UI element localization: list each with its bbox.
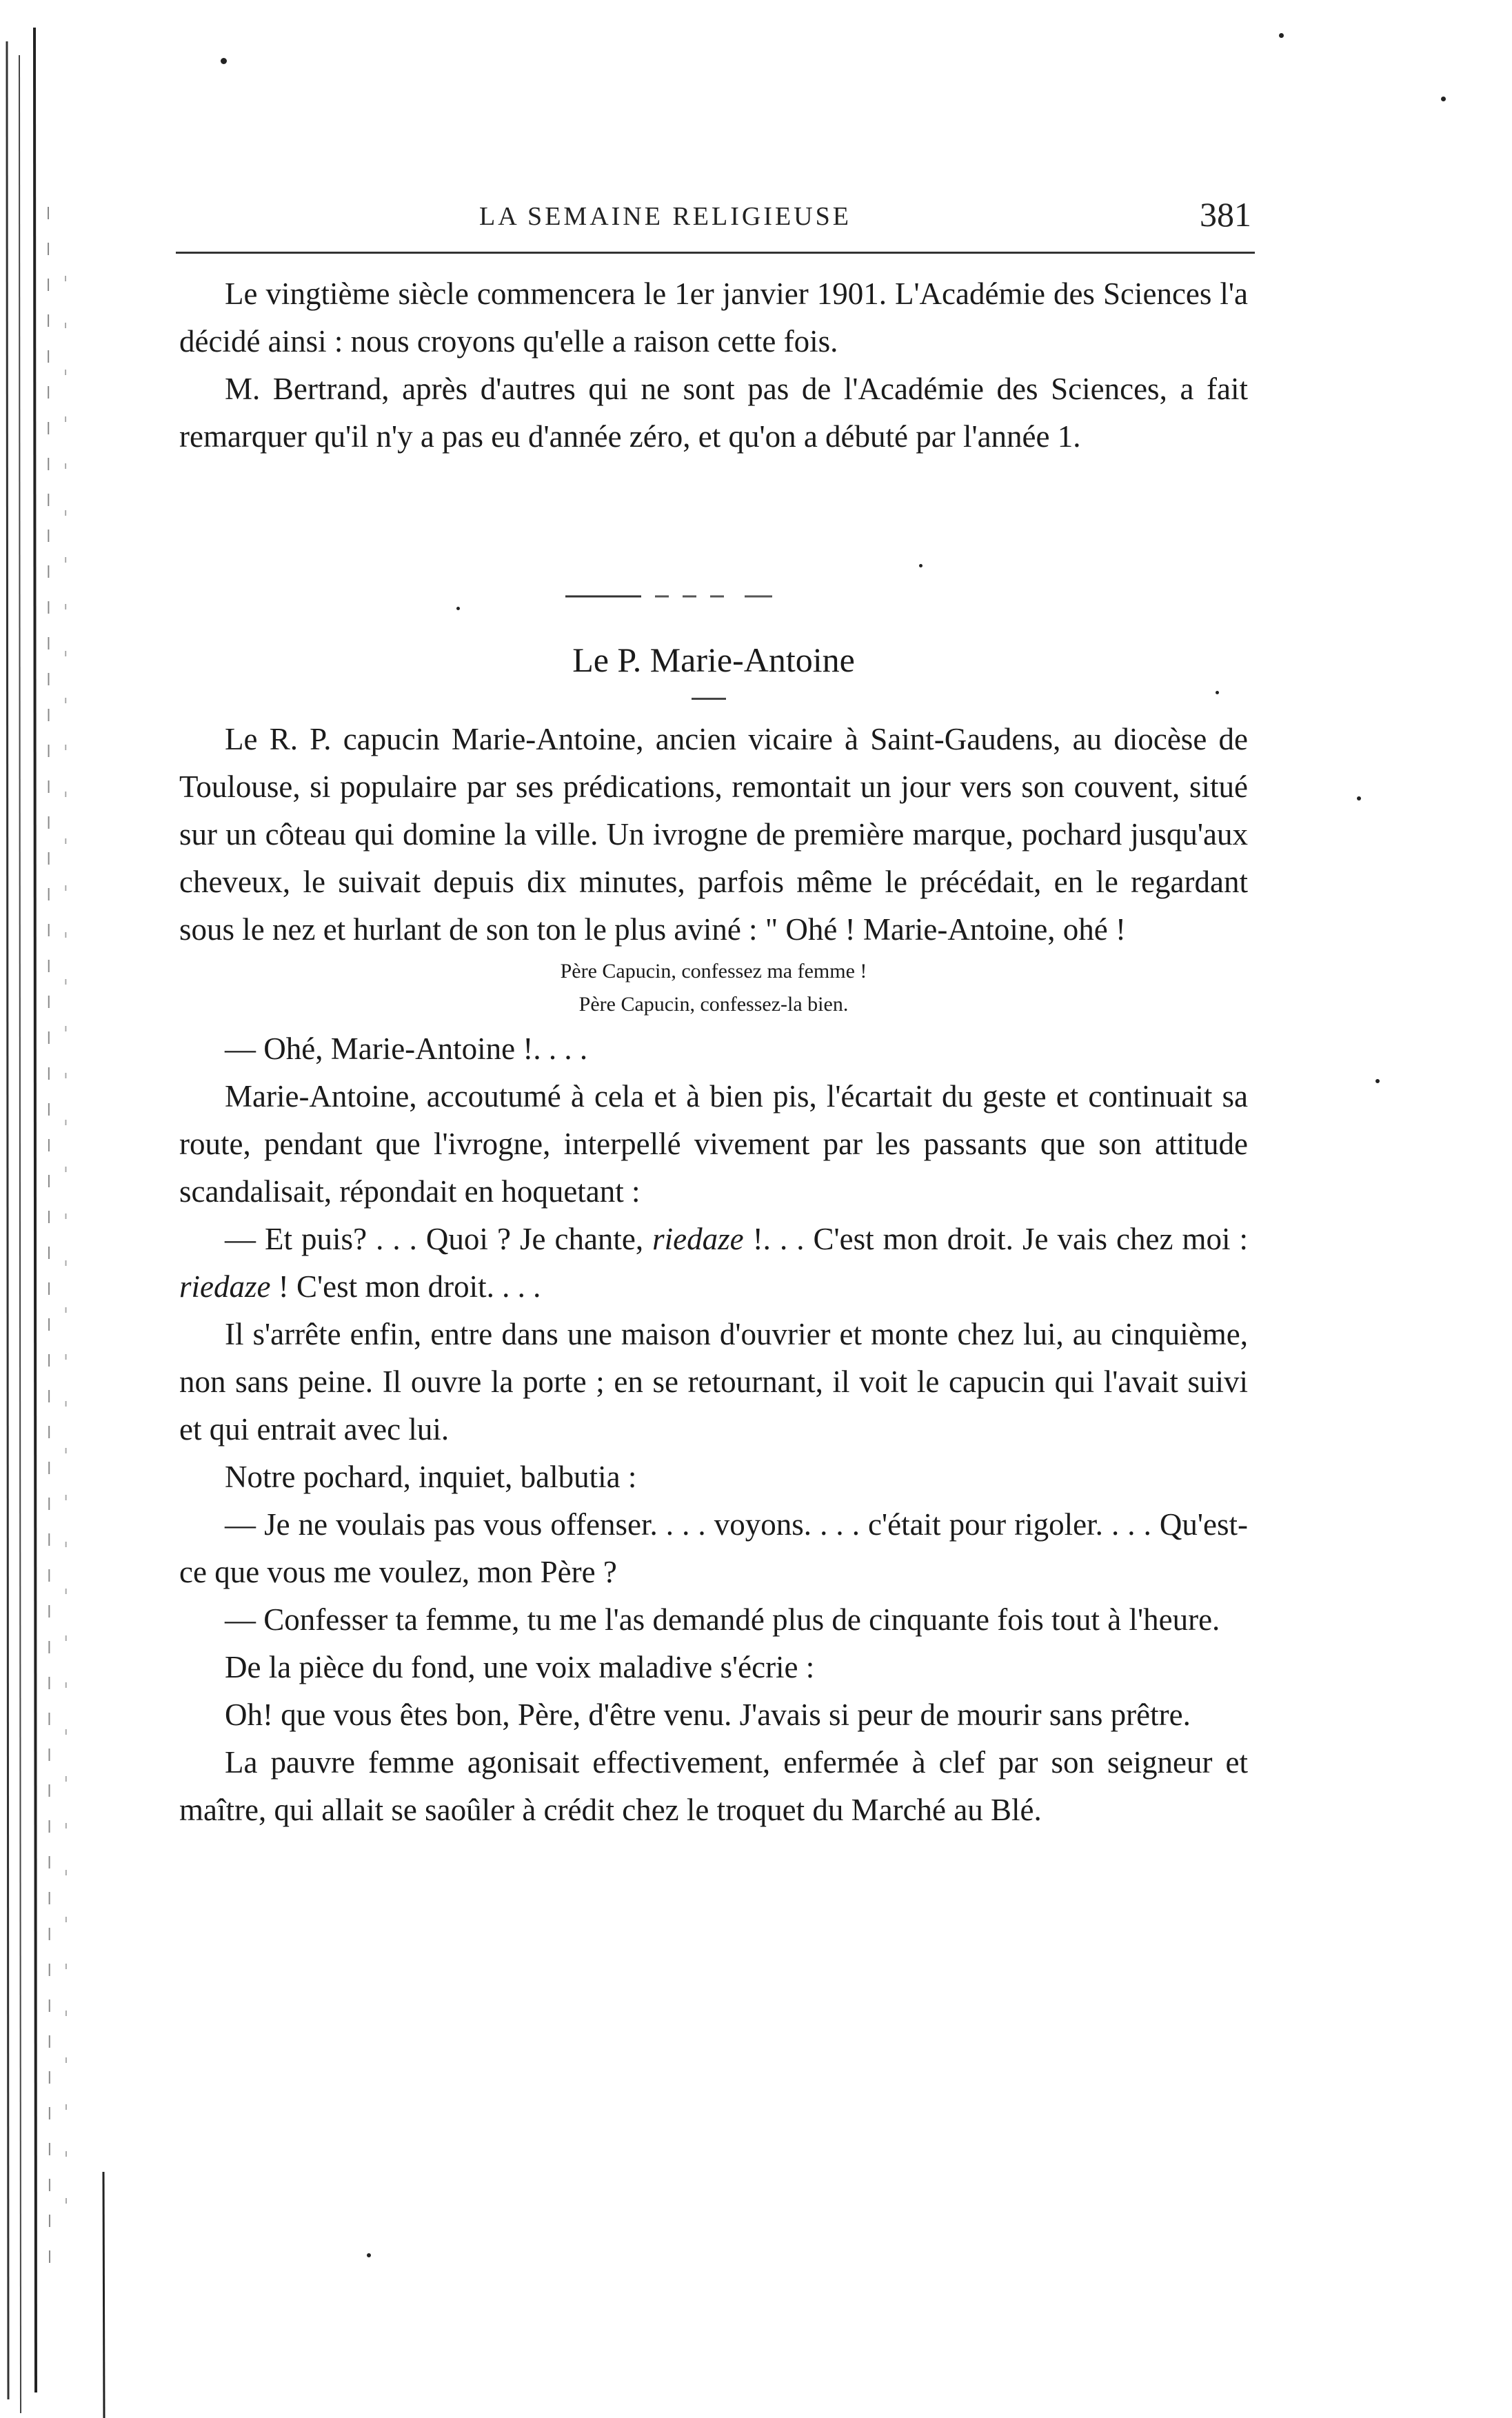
scan-speck	[1216, 691, 1219, 694]
section-separator	[441, 593, 869, 600]
verse-line: Père Capucin, confessez-la bien.	[578, 993, 849, 1016]
running-header	[176, 194, 1251, 243]
intro-paragraph: Le vingtième siècle commencera le 1er janvier 1901. L'Académie des Sciences l'a décidé ainsi : nous croyons qu'elle a raison cette fois.	[179, 276, 1248, 359]
story-paragraph: — Je ne voulais pas vous offenser. . . . voyons. . . . c'était pour rigoler. . . . Qu'est-ce que vous me voulez, mon Père ?	[179, 1507, 1248, 1589]
intro-paragraph: M. Bertrand, après d'autres qui ne sont pas de l'Académie des Sciences, a fait remarquer qu'il n'y a pas eu d'année zéro, et qu'on a débuté par l'année 1.	[179, 372, 1248, 454]
verse-line: Père Capucin, confessez ma femme !	[560, 960, 867, 983]
story-paragraph: — Confesser ta femme, tu me l'as demandé plus de cinquante fois tout à l'heure.	[225, 1602, 1220, 1637]
scan-speck	[221, 58, 227, 64]
dialogue-text: ! C'est mon droit. . . .	[270, 1269, 541, 1304]
story-paragraph: Marie-Antoine, accoutumé à cela et à bien pis, l'écartait du geste et continuait sa route, pendant que l'ivrogne, interpellé vivement par les passants que son attitude scandalisait, répondait en hoquetant :	[179, 1079, 1248, 1209]
story-paragraph: Le R. P. capucin Marie-Antoine, ancien vicaire à Saint-Gaudens, au diocèse de Toulouse, si populaire par ses prédications, remontait un jour vers son couvent, situé sur un côteau qui domine la ville. Un ivrogne de première marque, pochard jusqu'aux cheveux, le suivait depuis dix minutes, parfois même le précédait, en le regardant sous le nez et hurlant de son ton le plus aviné : " Ohé ! Marie-Antoine, ohé !	[179, 722, 1248, 947]
scan-speck	[1375, 1079, 1380, 1083]
scan-speck	[456, 607, 460, 610]
dialogue-italic: riedaze	[179, 1269, 271, 1304]
story-paragraph: Notre pochard, inquiet, balbutia :	[225, 1460, 637, 1494]
scan-speck	[1441, 97, 1446, 101]
intro-text	[179, 270, 1248, 461]
dialogue-text: — Et puis? . . . Quoi ? Je chante,	[225, 1222, 653, 1256]
header-rule	[176, 252, 1255, 254]
dialogue-italic: riedaze	[652, 1222, 744, 1256]
story-paragraph: — Ohé, Marie-Antoine !. . . .	[225, 1031, 588, 1066]
story-paragraph: De la pièce du fond, une voix maladive s'écrie :	[225, 1650, 815, 1684]
section-title: Le P. Marie-Antoine	[572, 641, 855, 679]
scan-speck	[1357, 796, 1361, 800]
story-paragraph	[179, 1216, 1248, 1311]
running-title: LA SEMAINE RELIGIEUSE	[479, 202, 851, 231]
song-verse	[179, 955, 1248, 1021]
story-paragraph: La pauvre femme agonisait effectivement, enfermée à clef par son seigneur et maître, qui allait se saoûler à crédit chez le troquet du Marché au Blé.	[179, 1745, 1248, 1827]
scan-speck	[919, 564, 923, 567]
title-dash	[692, 698, 726, 700]
dialogue-text: !. . . C'est mon droit. Je vais chez moi :	[743, 1222, 1248, 1256]
scan-speck	[1279, 33, 1284, 38]
story-text	[179, 716, 1248, 1834]
scan-speck	[367, 2253, 371, 2257]
story-paragraph: Il s'arrête enfin, entre dans une maison d'ouvrier et monte chez lui, au cinquième, non sans peine. Il ouvre la porte ; en se retournant, il voit le capucin qui l'avait suivi et qui entrait avec lui.	[179, 1317, 1248, 1447]
page-number: 381	[1200, 195, 1251, 234]
story-paragraph: Oh! que vous êtes bon, Père, d'être venu. J'avais si peur de mourir sans prêtre.	[225, 1697, 1191, 1732]
binding-edge	[0, 0, 121, 2418]
